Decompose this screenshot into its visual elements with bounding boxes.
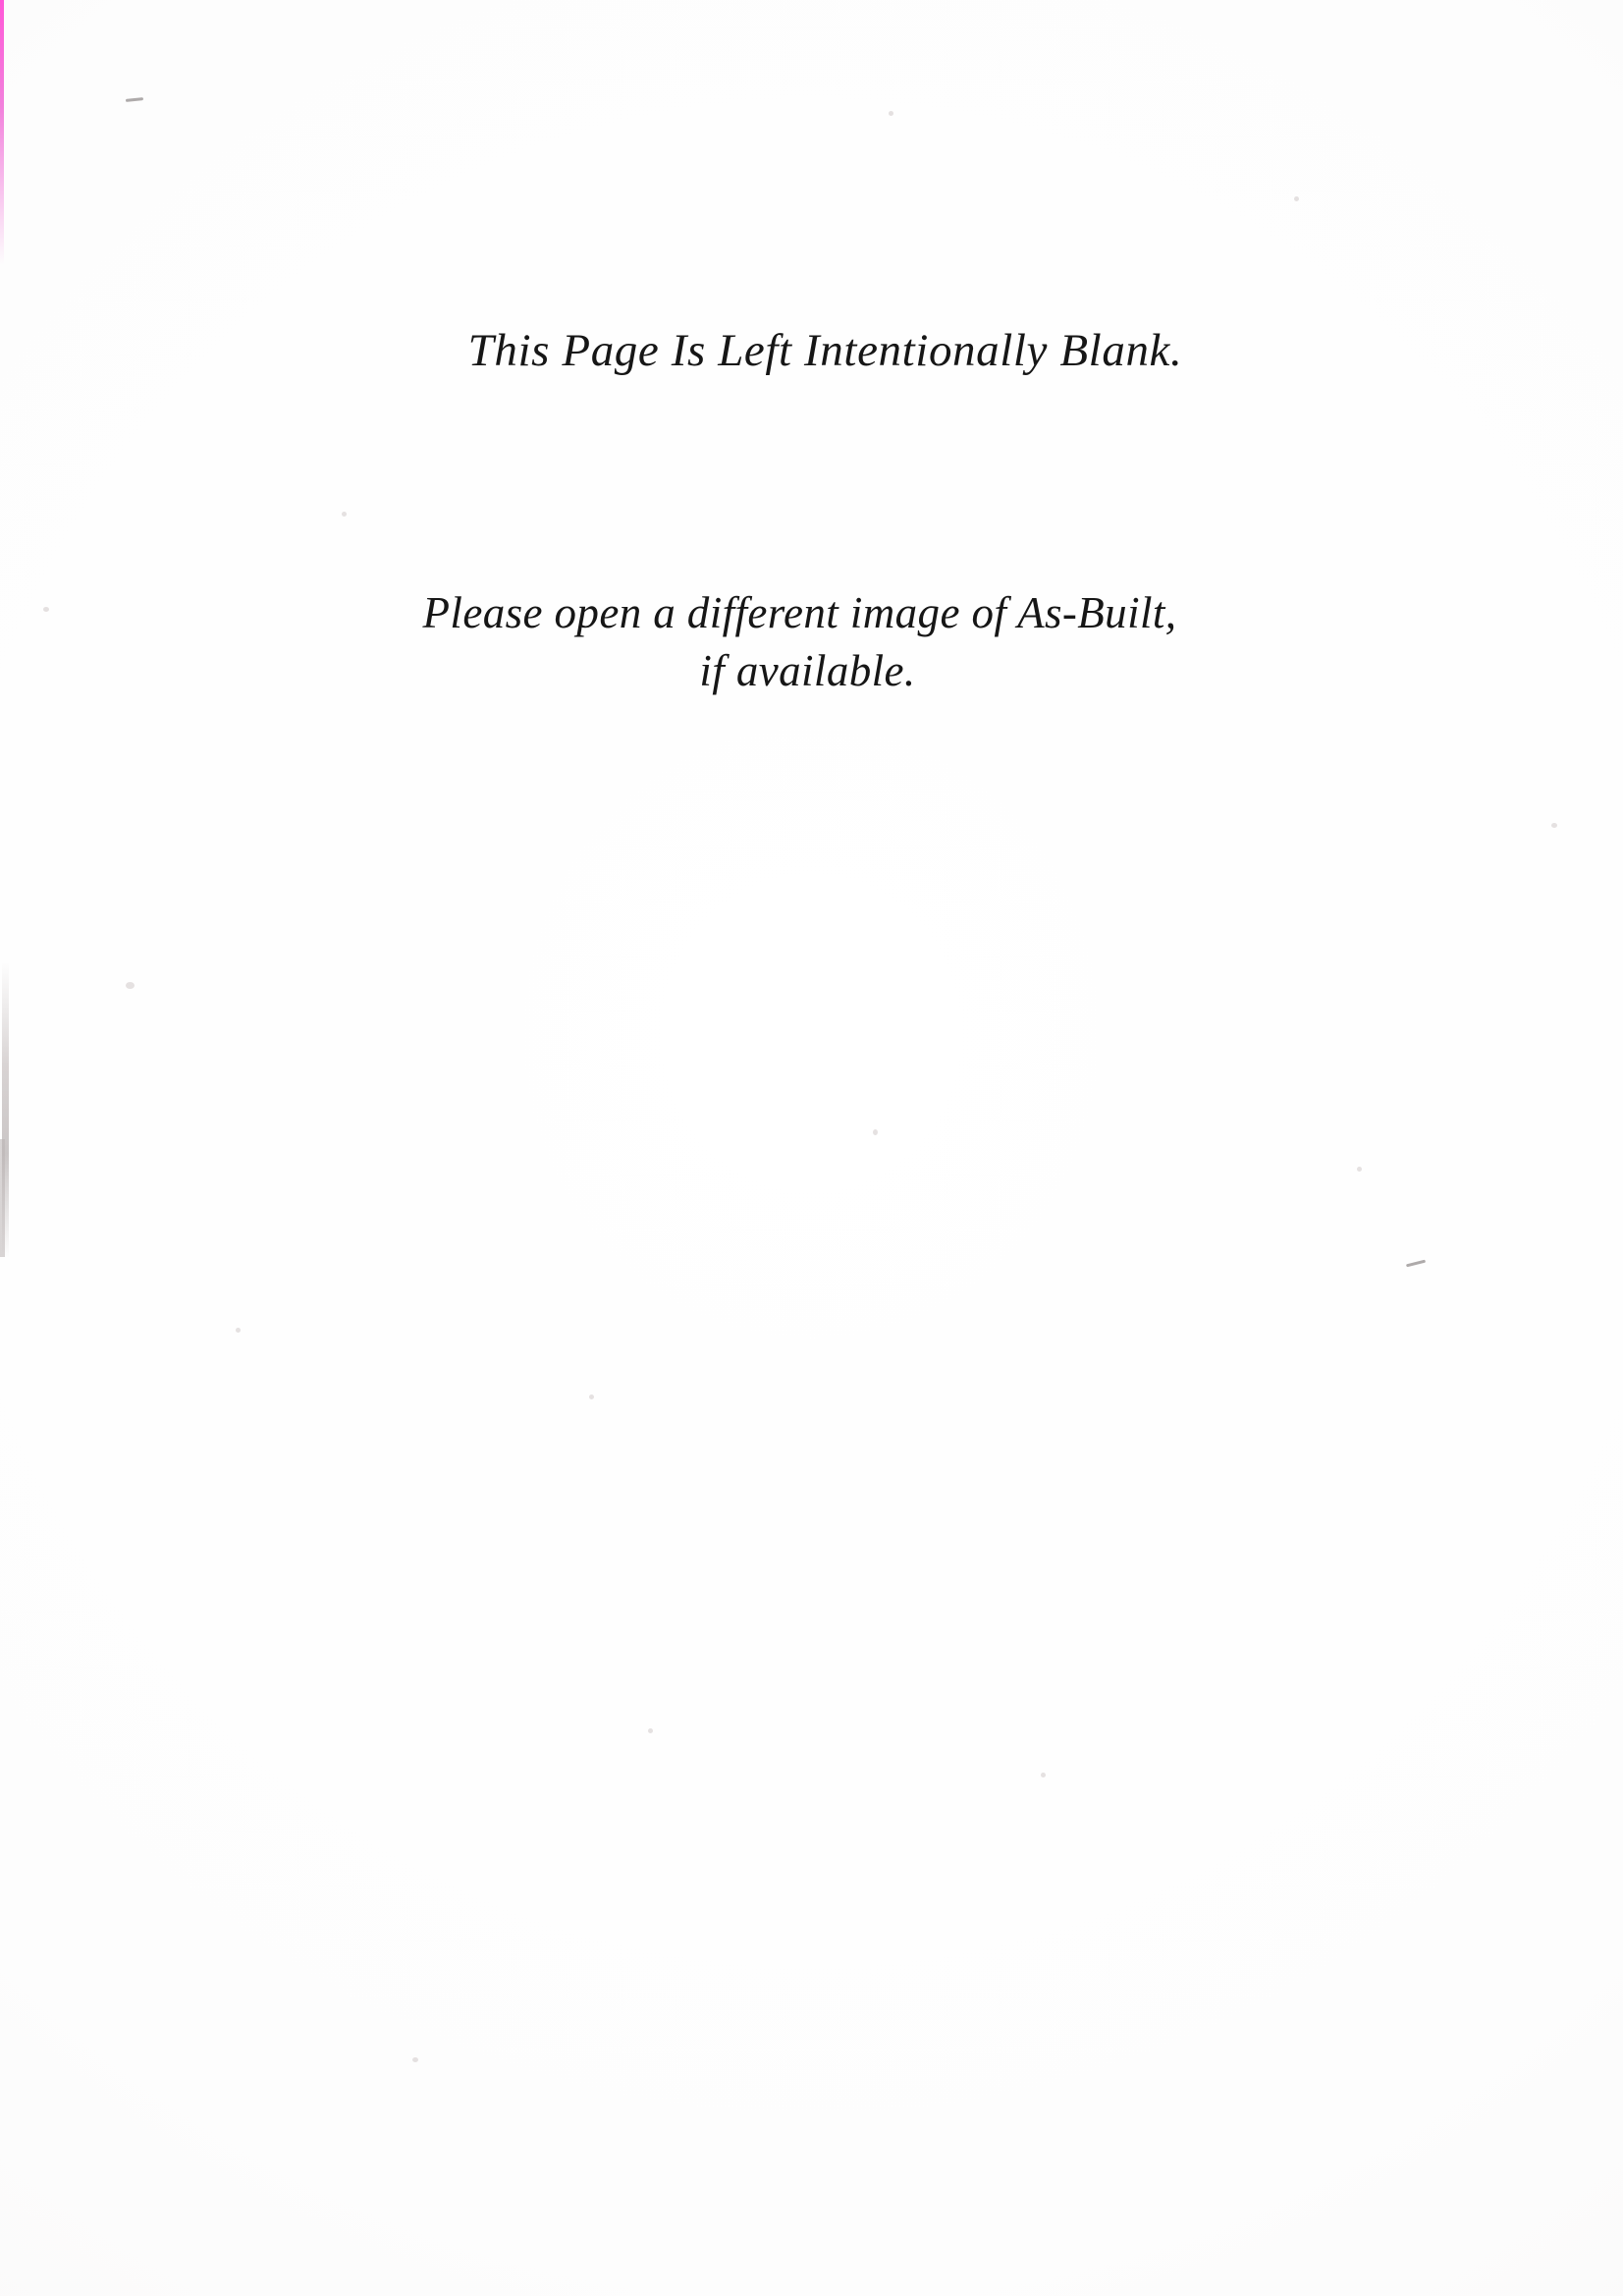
scan-artifact-grey-streak-lower — [0, 1139, 5, 1257]
blank-page-heading: This Page Is Left Intentionally Blank. — [467, 325, 1183, 376]
scan-speck — [873, 1129, 878, 1135]
scan-speck — [126, 982, 135, 989]
scan-speck — [648, 1728, 653, 1733]
instruction-line-2: if available. — [699, 645, 916, 695]
scan-speck — [589, 1394, 594, 1399]
scan-speck — [342, 512, 347, 517]
blank-page-instruction — [0, 584, 1611, 699]
scan-artifact-magenta-streak — [0, 0, 4, 265]
scan-speck — [236, 1328, 241, 1333]
scan-speck — [889, 111, 893, 116]
scan-speck — [1357, 1167, 1362, 1172]
scan-speck — [412, 2057, 418, 2062]
scan-speck — [1551, 823, 1557, 828]
scan-speck — [1294, 196, 1299, 201]
instruction-line-1: Please open a different image of As-Built, — [422, 588, 1177, 637]
scan-speck — [1041, 1773, 1046, 1777]
